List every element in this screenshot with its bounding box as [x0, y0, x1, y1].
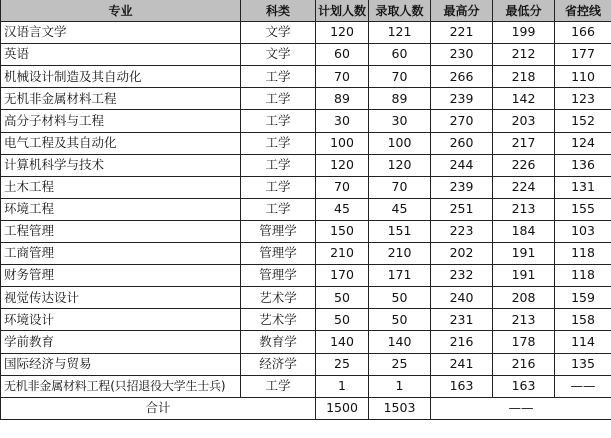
cell-planned: 89 — [316, 88, 369, 110]
cell-min-score: 218 — [493, 66, 555, 88]
total-admitted: 1503 — [369, 397, 431, 419]
cell-max-score: 230 — [431, 44, 493, 66]
cell-major: 土木工程 — [1, 176, 241, 198]
cell-min-score: 142 — [493, 88, 555, 110]
cell-planned: 45 — [316, 198, 369, 220]
table-row — [1, 176, 611, 198]
cell-major: 工商管理 — [1, 243, 241, 265]
cell-control-line: 155 — [555, 198, 611, 220]
cell-subject: 文学 — [241, 22, 316, 44]
cell-max-score: 232 — [431, 265, 493, 287]
table-row — [1, 243, 611, 265]
cell-subject: 工学 — [241, 110, 316, 132]
cell-min-score: 213 — [493, 309, 555, 331]
cell-min-score: 217 — [493, 132, 555, 154]
cell-admitted: 70 — [369, 176, 431, 198]
cell-min-score: 208 — [493, 287, 555, 309]
cell-control-line: 177 — [555, 44, 611, 66]
total-row — [1, 397, 611, 419]
cell-major: 视觉传达设计 — [1, 287, 241, 309]
cell-planned: 150 — [316, 220, 369, 242]
cell-control-line: 152 — [555, 110, 611, 132]
cell-planned: 70 — [316, 176, 369, 198]
cell-subject: 教育学 — [241, 331, 316, 353]
cell-max-score: 239 — [431, 88, 493, 110]
cell-control-line: 135 — [555, 353, 611, 375]
cell-subject: 工学 — [241, 88, 316, 110]
cell-min-score: 212 — [493, 44, 555, 66]
cell-control-line: 114 — [555, 331, 611, 353]
cell-control-line: —— — [555, 375, 611, 397]
table-row — [1, 375, 611, 397]
cell-control-line: 118 — [555, 243, 611, 265]
cell-control-line: 166 — [555, 22, 611, 44]
header-subject: 科类 — [241, 0, 316, 22]
cell-min-score: 178 — [493, 331, 555, 353]
table-row — [1, 220, 611, 242]
table-body — [1, 22, 611, 420]
cell-max-score: 221 — [431, 22, 493, 44]
cell-planned: 140 — [316, 331, 369, 353]
cell-admitted: 60 — [369, 44, 431, 66]
table-row — [1, 44, 611, 66]
table-row — [1, 287, 611, 309]
cell-planned: 100 — [316, 132, 369, 154]
cell-admitted: 30 — [369, 110, 431, 132]
cell-subject: 工学 — [241, 154, 316, 176]
cell-max-score: 240 — [431, 287, 493, 309]
cell-major: 高分子材料与工程 — [1, 110, 241, 132]
cell-admitted: 140 — [369, 331, 431, 353]
table-row — [1, 132, 611, 154]
cell-planned: 70 — [316, 66, 369, 88]
header-control-line: 省控线 — [555, 0, 611, 22]
cell-min-score: 199 — [493, 22, 555, 44]
cell-planned: 210 — [316, 243, 369, 265]
table-row — [1, 154, 611, 176]
cell-control-line: 103 — [555, 220, 611, 242]
cell-planned: 25 — [316, 353, 369, 375]
cell-control-line: 110 — [555, 66, 611, 88]
cell-admitted: 45 — [369, 198, 431, 220]
total-dash: —— — [431, 397, 611, 419]
cell-admitted: 1 — [369, 375, 431, 397]
cell-major: 电气工程及其自动化 — [1, 132, 241, 154]
cell-subject: 管理学 — [241, 220, 316, 242]
cell-subject: 管理学 — [241, 265, 316, 287]
cell-max-score: 216 — [431, 331, 493, 353]
header-planned: 计划人数 — [316, 0, 369, 22]
total-label: 合计 — [1, 397, 316, 419]
cell-max-score: 241 — [431, 353, 493, 375]
table-row — [1, 198, 611, 220]
cell-control-line: 123 — [555, 88, 611, 110]
cell-min-score: 226 — [493, 154, 555, 176]
cell-subject: 艺术学 — [241, 287, 316, 309]
table-row — [1, 331, 611, 353]
cell-major: 环境设计 — [1, 309, 241, 331]
cell-min-score: 216 — [493, 353, 555, 375]
cell-admitted: 210 — [369, 243, 431, 265]
header-admitted: 录取人数 — [369, 0, 431, 22]
cell-admitted: 100 — [369, 132, 431, 154]
cell-max-score: 260 — [431, 132, 493, 154]
cell-min-score: 203 — [493, 110, 555, 132]
cell-major: 英语 — [1, 44, 241, 66]
cell-major: 财务管理 — [1, 265, 241, 287]
table-row — [1, 265, 611, 287]
cell-admitted: 25 — [369, 353, 431, 375]
cell-major: 汉语言文学 — [1, 22, 241, 44]
cell-min-score: 191 — [493, 243, 555, 265]
cell-max-score: 163 — [431, 375, 493, 397]
cell-control-line: 159 — [555, 287, 611, 309]
cell-admitted: 120 — [369, 154, 431, 176]
cell-major: 无机非金属材料工程(只招退役大学生士兵) — [1, 375, 241, 397]
cell-admitted: 171 — [369, 265, 431, 287]
cell-max-score: 223 — [431, 220, 493, 242]
cell-control-line: 158 — [555, 309, 611, 331]
table-row — [1, 110, 611, 132]
cell-major: 计算机科学与技术 — [1, 154, 241, 176]
cell-max-score: 202 — [431, 243, 493, 265]
cell-subject: 工学 — [241, 198, 316, 220]
cell-control-line: 131 — [555, 176, 611, 198]
table-row — [1, 66, 611, 88]
cell-subject: 工学 — [241, 66, 316, 88]
cell-subject: 管理学 — [241, 243, 316, 265]
cell-max-score: 244 — [431, 154, 493, 176]
cell-control-line: 136 — [555, 154, 611, 176]
header-min-score: 最低分 — [493, 0, 555, 22]
cell-subject: 工学 — [241, 375, 316, 397]
cell-max-score: 239 — [431, 176, 493, 198]
cell-admitted: 70 — [369, 66, 431, 88]
cell-major: 学前教育 — [1, 331, 241, 353]
cell-min-score: 213 — [493, 198, 555, 220]
cell-planned: 120 — [316, 154, 369, 176]
cell-subject: 文学 — [241, 44, 316, 66]
table-row — [1, 309, 611, 331]
cell-min-score: 163 — [493, 375, 555, 397]
cell-max-score: 251 — [431, 198, 493, 220]
header-max-score: 最高分 — [431, 0, 493, 22]
cell-major: 环境工程 — [1, 198, 241, 220]
cell-major: 机械设计制造及其自动化 — [1, 66, 241, 88]
header-row — [1, 0, 611, 22]
header-major: 专业 — [1, 0, 241, 22]
cell-subject: 艺术学 — [241, 309, 316, 331]
cell-major: 工程管理 — [1, 220, 241, 242]
cell-max-score: 270 — [431, 110, 493, 132]
cell-max-score: 266 — [431, 66, 493, 88]
cell-subject: 工学 — [241, 132, 316, 154]
table-row — [1, 88, 611, 110]
cell-control-line: 118 — [555, 265, 611, 287]
cell-min-score: 191 — [493, 265, 555, 287]
cell-admitted: 50 — [369, 309, 431, 331]
cell-subject: 工学 — [241, 176, 316, 198]
table-row — [1, 22, 611, 44]
cell-planned: 1 — [316, 375, 369, 397]
cell-planned: 60 — [316, 44, 369, 66]
cell-admitted: 89 — [369, 88, 431, 110]
cell-min-score: 224 — [493, 176, 555, 198]
cell-planned: 170 — [316, 265, 369, 287]
cell-control-line: 124 — [555, 132, 611, 154]
cell-min-score: 184 — [493, 220, 555, 242]
cell-planned: 50 — [316, 309, 369, 331]
cell-admitted: 50 — [369, 287, 431, 309]
cell-planned: 30 — [316, 110, 369, 132]
cell-major: 无机非金属材料工程 — [1, 88, 241, 110]
total-planned: 1500 — [316, 397, 369, 419]
cell-admitted: 151 — [369, 220, 431, 242]
table-row — [1, 353, 611, 375]
cell-max-score: 231 — [431, 309, 493, 331]
cell-major: 国际经济与贸易 — [1, 353, 241, 375]
cell-subject: 经济学 — [241, 353, 316, 375]
cell-planned: 120 — [316, 22, 369, 44]
cell-admitted: 121 — [369, 22, 431, 44]
cell-planned: 50 — [316, 287, 369, 309]
